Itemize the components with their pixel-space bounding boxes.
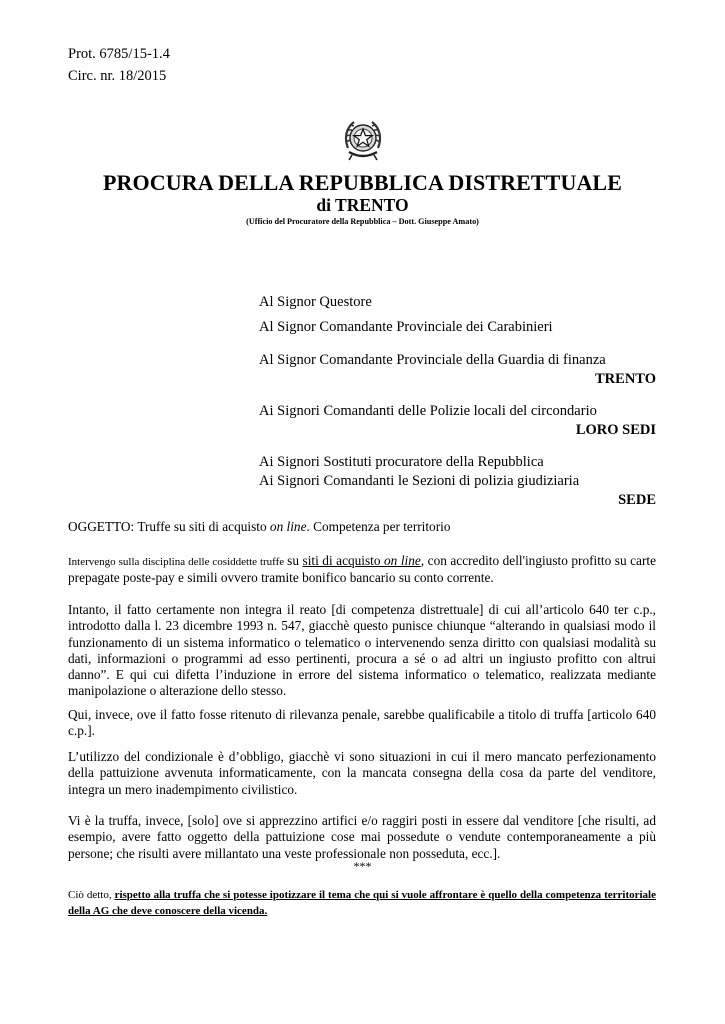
addressee-polizie: Ai Signori Comandanti delle Polizie locali del circondario LORO SEDI <box>259 403 656 438</box>
paragraph-6: Ciò detto, rispetto alla truffa che si potesse ipotizzare il tema che qui si vuole affrontare è quello della competenza territoriale della AG che deve conoscere della vicenda. <box>68 889 656 917</box>
competence-statement: rispetto alla truffa che si potesse ipotizzare il tema che qui si vuole affrontare è quello della competenza territoriale della AG che deve conoscere della vicenda. <box>68 889 656 917</box>
addressee-questore: Al Signor Questore <box>259 294 372 310</box>
protocol-number: Prot. 6785/15-1.4 <box>68 46 170 62</box>
paragraph-2: Intanto, il fatto certamente non integra il reato [di competenza distrettuale] di cui all’articolo 640 ter c.p., introdotto dalla l. 23 dicembre 1993 n. 547, giacchè questo punisce chiunque “alterando in qualsiasi modo il funzionamento di un sistema informatico o telematico o intervenendo senza diritto con qualsiasi modalità su dati, informazioni o programmi ad esso pertinenti, procura a sé o ad altri un ingiusto profitto con altrui danno”. E qui cui difetta l’induzione in errore del sistema informatico o telematico, realizzata mediante manipolazione o alterazione dello stesso. <box>68 602 656 699</box>
addressee-sezioni: Ai Signori Comandanti le Sezioni di polizia giudiziaria <box>259 473 580 489</box>
circular-number: Circ. nr. 18/2015 <box>68 68 167 84</box>
paragraph-4: L’utilizzo del condizionale è d’obbligo, giacchè vi sono situazioni in cui il mero mancato perfezionamento della pattuizione avvenuta informaticamente, con la mancata consegna della cosa da parte del venditore, integra un mero inadempimento civilistico. <box>68 749 656 797</box>
protocol-block <box>68 43 170 87</box>
italian-republic-emblem-icon <box>340 116 386 166</box>
paragraph-3: Qui, invece, ove il fatto fosse ritenuto di rilevanza penale, sarebbe qualificabile a titolo di truffa [articolo 640 c.p.]. <box>68 707 656 739</box>
siti-acquisto-link[interactable]: siti di acquisto on line <box>302 553 421 568</box>
paragraph-1: Intervengo sulla disciplina delle cosiddette truffe su siti di acquisto on line, con accredito dell'ingiusto profitto su carte prepagate poste-pay e simili ovvero tramite bonifico bancario su conto corrente. <box>68 553 656 586</box>
place-trento: TRENTO <box>595 371 656 387</box>
place-loro-sedi: LORO SEDI <box>575 422 656 438</box>
office-subtitle: di TRENTO <box>316 195 409 215</box>
office-note: (Ufficio del Procuratore della Repubblica – Dott. Giuseppe Amato) <box>246 217 479 226</box>
addressee-carabinieri: Al Signor Comandante Provinciale dei Carabinieri <box>259 319 553 335</box>
paragraph-5: Vi è la truffa, invece, [solo] ove si apprezzino artifici e/o raggiri posti in essere dal venditore [che risulti, ad esempio, avere fatto oggetto della pattuizione cose mai possedute o vendute contemporaneamente a più persone; che risulti avere millantato una veste professionale non posseduta, ecc.]. <box>68 813 656 861</box>
section-separator: *** <box>353 859 372 873</box>
office-title: PROCURA DELLA REPUBBLICA DISTRETTUALE <box>103 170 622 195</box>
addressee-finanza: Al Signor Comandante Provinciale della Guardia di finanza TRENTO <box>259 352 656 387</box>
subject-line: OGGETTO: Truffe su siti di acquisto on line. Competenza per territorio <box>68 519 451 534</box>
addressee-sostituti: Ai Signori Sostituti procuratore della Repubblica Ai Signori Comandanti le Sezioni di polizia giudiziaria SEDE <box>259 454 656 508</box>
place-sede: SEDE <box>618 492 656 508</box>
